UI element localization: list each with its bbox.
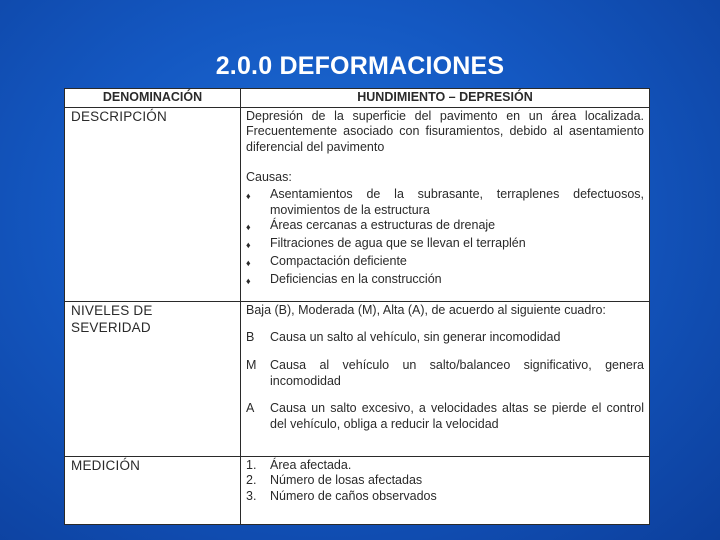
- list-item: ♦ Filtraciones de agua que se llevan el terraplén: [246, 236, 644, 254]
- list-item: 2. Número de losas afectadas: [246, 473, 423, 488]
- severity-level-a: A Causa un salto excesivo, a velocidades altas se pierde el control del vehículo, obliga a reducir la velocidad: [246, 401, 644, 431]
- bullet-icon: ♦: [246, 276, 251, 287]
- row-descripcion: [65, 107, 650, 301]
- list-item: ♦ Asentamientos de la subrasante, terraplenes defectuosos, movimientos de la estructura: [246, 187, 644, 217]
- medicion-list: [246, 458, 644, 505]
- descripcion-content: [241, 107, 650, 301]
- row-medicion: [65, 456, 650, 524]
- causes-label: Causas:: [246, 169, 292, 184]
- medicion-content: [241, 456, 650, 524]
- bullet-icon: ♦: [246, 258, 251, 269]
- row-severidad: [65, 301, 650, 456]
- severity-level-m: M Causa al vehículo un salto/balanceo significativo, genera incomodidad: [246, 357, 644, 388]
- list-item: ♦ Deficiencias en la construcción: [246, 272, 644, 290]
- slide-title: 2.0.0 DEFORMACIONES: [215, 52, 505, 80]
- bullet-icon: ♦: [246, 191, 251, 202]
- list-item: 3. Número de caños observados: [246, 488, 437, 503]
- severity-level-b: B Causa un salto al vehículo, sin generar incomodidad: [246, 330, 561, 345]
- label-medicion: MEDICIÓN: [65, 456, 241, 524]
- label-descripcion: DESCRIPCIÓN: [65, 107, 241, 301]
- severidad-content: [241, 301, 650, 456]
- bullet-icon: ♦: [246, 222, 251, 233]
- severidad-intro: Baja (B), Moderada (M), Alta (A), de acuerdo al siguiente cuadro:: [246, 302, 606, 317]
- causes-list: [246, 187, 644, 290]
- list-item: 1. Área afectada.: [246, 457, 352, 472]
- descripcion-text: Depresión de la superficie del pavimento en un área localizada. Frecuentemente asociado con fisuramientos, debido al asentamiento diferencial del pavimento: [246, 108, 644, 154]
- list-item: ♦ Compactación deficiente: [246, 254, 644, 272]
- header-hundimiento: HUNDIMIENTO – DEPRESIÓN: [241, 89, 650, 108]
- label-severidad: NIVELES DE SEVERIDAD: [65, 301, 241, 456]
- table-header-row: [65, 89, 650, 108]
- header-denominacion: DENOMINACIÓN: [65, 89, 241, 108]
- list-item: ♦ Áreas cercanas a estructuras de drenaje: [246, 218, 644, 236]
- deformation-table: [64, 88, 650, 525]
- bullet-icon: ♦: [246, 240, 251, 251]
